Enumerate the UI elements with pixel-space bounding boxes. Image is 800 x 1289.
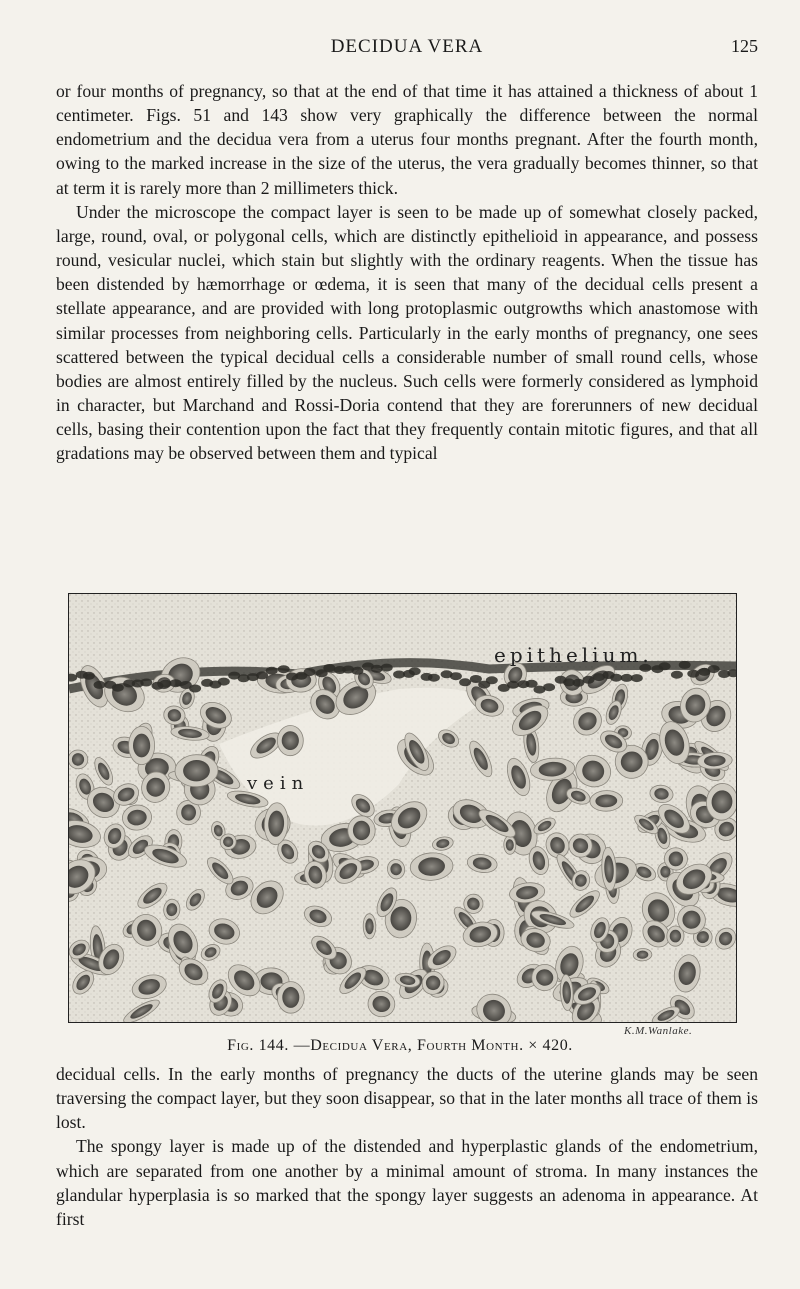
paragraph: or four months of pregnancy, so that at the end of that time it has attained a thickness of about 1 centimeter. Figs. 51 and 143 show very graphically the difference between the normal endometrium and the decidua vera from a uterus four months pregnant. After the fourth month, owing to the marked increase in the size of the uterus, the vera gradually becomes thinner, so that at term it is rarely more than 2 millimeters thick. xyxy=(56,81,758,198)
running-title: DECIDUA VERA xyxy=(330,36,484,57)
paragraph: decidual cells. In the early months of pregnancy the ducts of the uterine glands may be seen traversing the compact layer, but they soon disappear, so that in the later months all trace of them is lost. xyxy=(56,1064,758,1133)
epithelial-cell xyxy=(278,665,290,673)
epithelial-cell xyxy=(83,672,95,680)
epithelial-cell xyxy=(409,667,421,675)
epithelial-cell xyxy=(583,676,595,684)
epithelial-cell xyxy=(304,668,316,676)
label-vein: vein xyxy=(247,773,310,794)
caption-number: Fig. 144. xyxy=(227,1037,289,1054)
epithelial-cell xyxy=(659,662,671,670)
caption-magnification: × 420. xyxy=(528,1037,573,1054)
paragraph: Under the microscope the compact layer is seen to be made up of somewhat closely packed, large, round, oval, or polygonal cells, which are distinctly epithelioid in appearance, and possess round, vesicular nuclei, which stain but slightly with the ordinary reagents. When the tissue has been distended by hæmorrhage or œdema, it is seen that many of the decidual cells present a stellate appearance, and are provided with long protoplasmic outgrowths which anastomose with similar processes from neighboring cells. Particularly in the early months of pregnancy, one sees scattered between the typical decidual cells a considerable number of small round cells, whose bodies are almost entirely filled by the nucleus. Such cells were formerly considered as lymphoid in character, but Marchand and Rossi-Doria contend that they are forerunners of new decidual cells, basing their contention upon the fact that they frequently contain mitotic figures, and that all gradations may be observed between them and typical xyxy=(56,201,758,464)
caption-title: —Decidua Vera, Fourth Month. xyxy=(293,1037,524,1054)
epithelial-cell xyxy=(140,679,152,687)
cell-nucleus xyxy=(133,734,150,758)
epithelial-cell xyxy=(189,685,201,693)
epithelial-cell xyxy=(428,674,440,682)
label-epithelium: epithelium. xyxy=(494,643,653,667)
epithelial-cell xyxy=(381,664,393,672)
epithelial-cell xyxy=(112,684,124,692)
figure-caption xyxy=(0,1037,800,1055)
epithelial-cell xyxy=(486,676,498,684)
epithelial-cell xyxy=(631,674,643,682)
epithelial-cell xyxy=(266,667,278,675)
epithelial-cell xyxy=(323,664,335,672)
epithelial-cell xyxy=(507,681,519,689)
histology-drawing xyxy=(69,594,736,1022)
figure-illustration xyxy=(68,593,737,1023)
epithelial-cell xyxy=(708,665,720,673)
epithelial-cell xyxy=(671,671,683,679)
page-header xyxy=(56,36,758,66)
artist-signature: K.M.Wanlake. xyxy=(624,1025,693,1037)
cell-nucleus xyxy=(282,987,299,1008)
epithelial-cell xyxy=(543,683,555,691)
epithelial-cell xyxy=(351,667,363,675)
body-text-top xyxy=(56,79,758,466)
epithelial-cell xyxy=(450,672,462,680)
epithelial-cell xyxy=(687,670,699,678)
epithelial-cell xyxy=(94,681,106,689)
epithelial-cell xyxy=(218,678,230,686)
body-text-bottom xyxy=(56,1062,758,1231)
epithelial-cell xyxy=(170,679,182,687)
epithelial-cell xyxy=(256,671,268,679)
epithelial-cell xyxy=(679,661,691,669)
paragraph: The spongy layer is made up of the distended and hyperplastic glands of the endometrium, which are separated from one another by a minimal amount of stroma. In many instances the glandular hyperplasia is so marked that the spongy layer suggests an adenoma in appearance. At first xyxy=(56,1136,758,1229)
epithelial-cell xyxy=(610,674,622,682)
page-number: 125 xyxy=(731,36,758,56)
epithelial-cell xyxy=(459,678,471,686)
